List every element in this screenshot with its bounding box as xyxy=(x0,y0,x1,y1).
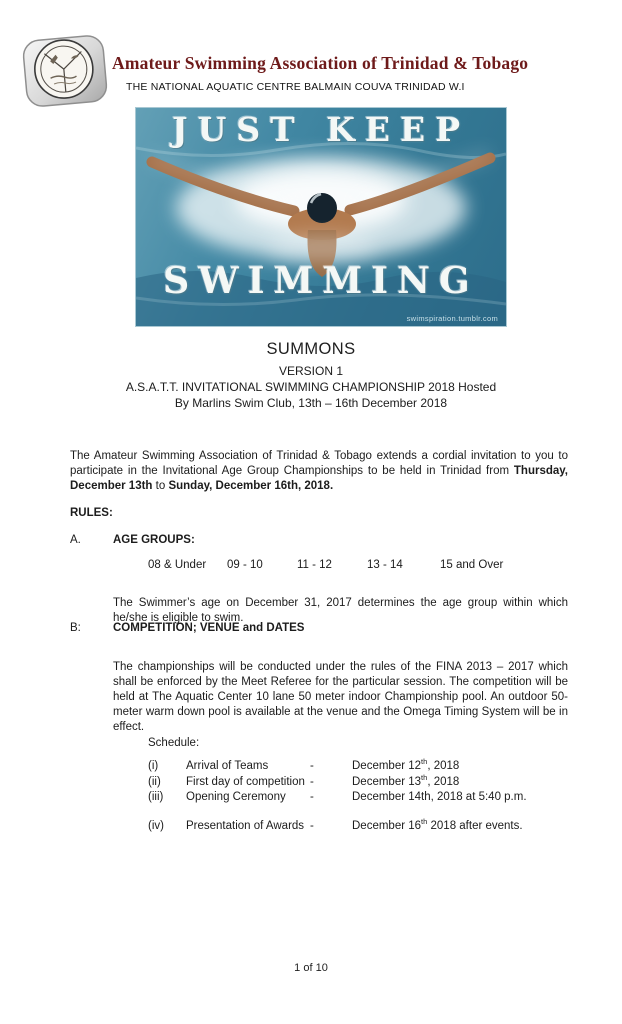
age-group-item: 13 - 14 xyxy=(367,559,403,571)
section-a-title: AGE GROUPS: xyxy=(113,534,195,546)
host-club-line: By Marlins Swim Club, 13th – 16th December 2018 xyxy=(174,396,448,410)
schedule-row-opening-ceremony xyxy=(148,791,578,803)
date-text: , 2018 xyxy=(427,760,460,772)
version-line: VERSION 1 xyxy=(278,364,344,378)
section-b-marker: B: xyxy=(70,622,81,634)
schedule-item-label: First day of competition xyxy=(186,776,305,788)
section-a-marker: A. xyxy=(70,534,81,546)
date-text: December 16 xyxy=(352,820,422,832)
schedule-item-dash: - xyxy=(310,760,314,772)
end-date-bold: Sunday, December 16th, 2018. xyxy=(168,479,334,492)
schedule-item-date xyxy=(352,817,578,832)
date-text: December 14th, 2018 at 5:40 p.m. xyxy=(352,791,527,803)
schedule-item-number: (i) xyxy=(148,760,159,772)
summons-heading: SUMMONS xyxy=(266,340,356,358)
organization-subtitle: THE NATIONAL AQUATIC CENTRE BALMAIN COUVA TRINIDAD W.I xyxy=(126,81,465,93)
schedule-item-number: (iii) xyxy=(148,791,164,803)
schedule-item-number: (ii) xyxy=(148,776,161,788)
schedule-item-dash: - xyxy=(310,776,314,788)
invitation-mid-text: to xyxy=(152,479,169,492)
schedule-row-arrival xyxy=(148,757,578,772)
page-number: 1 of 10 xyxy=(294,962,328,974)
date-text: December 12 xyxy=(352,760,422,772)
date-text: December 13 xyxy=(352,776,422,788)
schedule-item-date xyxy=(352,773,578,788)
age-group-item: 08 & Under xyxy=(148,559,207,571)
schedule-item-dash: - xyxy=(310,820,314,832)
swimmer-photo xyxy=(135,107,507,327)
schedule-item-date xyxy=(352,757,578,772)
rules-heading: RULES: xyxy=(70,507,113,519)
date-text: 2018 after events. xyxy=(427,820,523,832)
schedule-item-dash: - xyxy=(310,791,314,803)
organization-name: Amateur Swimming Association of Trinidad & Tobago xyxy=(112,53,529,73)
date-ordinal: th xyxy=(421,773,428,783)
venue-paragraph: The championships will be conducted under the rules of the FINA 2013 – 2017 which shall be enforced by the Meet Referee for the particular session. The competition will be held at The Aquatic Center 10 lane 50 meter indoor Championship pool. An outdoor 50-meter warm down pool is available at the venue and the Omega Timing System will be in effect. xyxy=(113,660,568,733)
invitation-lead-text: The Amateur Swimming Association of Trinidad & Tobago extends a cordial invitation to you to participate in the Invitational Age Group Championships to be held in Trinidad from xyxy=(70,449,568,477)
schedule-row-first-day xyxy=(148,773,578,788)
asatt-crest-logo-icon xyxy=(20,33,110,109)
schedule-item-date xyxy=(352,791,578,803)
schedule-item-label: Presentation of Awards xyxy=(186,820,305,832)
hero-caption-bottom: SWIMMING xyxy=(163,260,479,302)
start-date-bold: Thursday, December 13th xyxy=(70,464,568,492)
age-group-item: 15 and Over xyxy=(440,559,504,571)
date-ordinal: th xyxy=(421,817,428,827)
schedule-item-number: (iv) xyxy=(148,820,164,832)
age-groups-row xyxy=(148,559,578,571)
age-group-item: 11 - 12 xyxy=(297,559,332,571)
championship-title-line: A.S.A.T.T. INVITATIONAL SWIMMING CHAMPIONSHIP 2018 Hosted xyxy=(125,380,497,394)
invitation-paragraph xyxy=(70,449,568,494)
schedule-item-label: Opening Ceremony xyxy=(186,791,286,803)
age-group-item: 09 - 10 xyxy=(227,559,263,571)
date-text: , 2018 xyxy=(427,776,460,788)
schedule-item-label: Arrival of Teams xyxy=(186,760,269,772)
schedule-heading: Schedule: xyxy=(148,737,200,749)
section-b-title: COMPETITION; VENUE and DATES xyxy=(113,622,305,634)
age-eligibility-note: The Swimmer’s age on December 31, 2017 determines the age group within which he/she is eligible to swim. xyxy=(113,596,568,624)
hero-caption-top: JUST KEEP xyxy=(171,110,471,149)
schedule-row-awards xyxy=(148,817,578,832)
photo-watermark: swimspiration.tumblr.com xyxy=(406,314,498,323)
date-ordinal: th xyxy=(421,757,428,767)
